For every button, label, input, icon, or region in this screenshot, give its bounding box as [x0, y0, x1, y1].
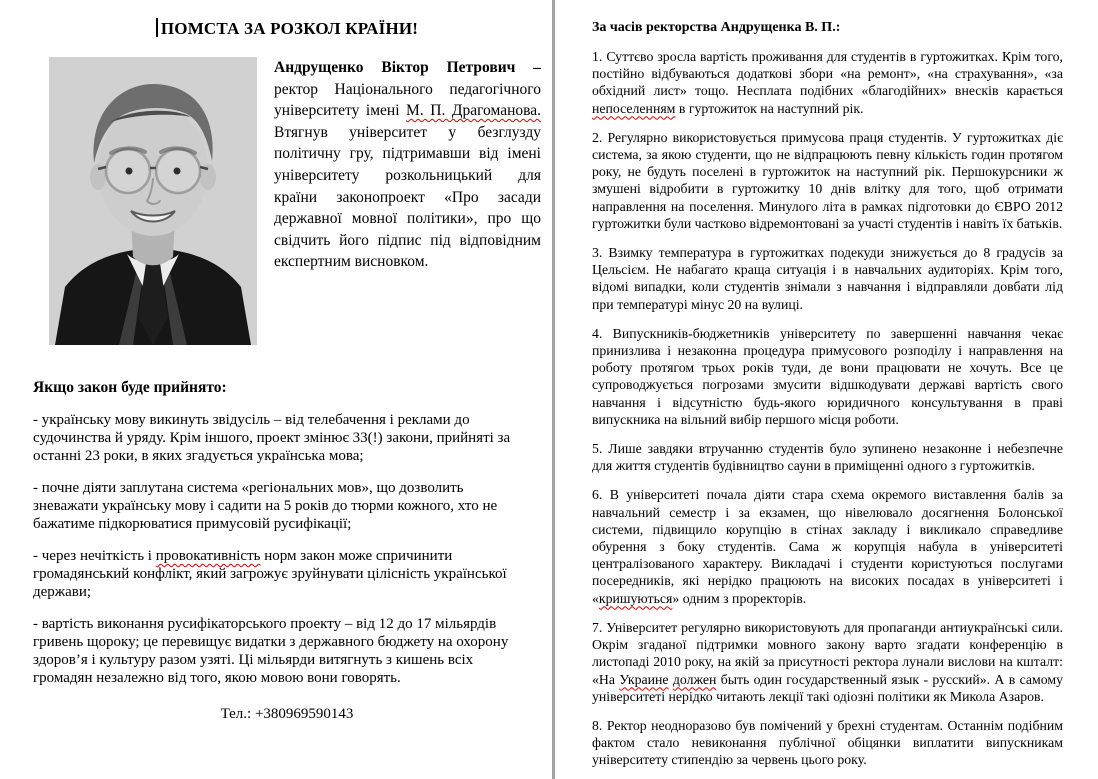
right-column[interactable] [592, 0, 1063, 769]
text-segment: Андрущенко Віктор Петрович – [274, 59, 541, 76]
misspelled-text: М. П. Драгоманова. [406, 102, 541, 120]
rector-photo[interactable] [49, 57, 257, 345]
numbered-paragraph-2[interactable] [592, 129, 1063, 232]
misspelled-text: непоселенням [592, 100, 676, 116]
column-divider [552, 0, 555, 779]
text-segment: » одним з проректорів. [672, 590, 807, 606]
left-column[interactable] [33, 0, 541, 723]
text-segment: - українську мову викинуть звідусіль – від телебачення і реклами до судочинства й уряду. Крім іншого, проект змінює 33(!) закони, прийняті за останні 23 роки, в яких згадується українська мова; [33, 412, 511, 464]
text-segment: 7. Університет регулярно використовують для пропаганди антиукраїнські сили. Окрім згаданої підтримки мовного закону варто згадати конференцію в листопаді 2010 року, на якій за присутності ректора лунали вислови на кшталт: «На [592, 619, 1063, 687]
phone-number[interactable]: Тел.: +380969590143 [220, 706, 354, 722]
text-segment: ректор Національного педагогічного університету імені [274, 80, 541, 120]
text-segment: 2. Регулярно використовується примусова праця студентів. У гуртожитках діє система, за якою студенти, що не відпрацюють певну кількість годин протягом року, не будуть поселені в гуртожиток на наступний рік. Першокурсники ж змушені відробити в гуртожитку 10 днів влітку для того, щоб отримати направлення на поселення. Минулого літа в рамках підготовки до ЄВРО 2012 гуртожитки були частково відремонтовані за участі студентів і навіть їх батьків. [592, 129, 1063, 231]
bullet-paragraph-4[interactable] [33, 615, 515, 687]
numbered-paragraph-7[interactable] [592, 619, 1063, 705]
bullet-paragraph-2[interactable] [33, 479, 515, 533]
text-segment: быть один государственный язык - русский». А в самому університеті нерідко читають лекції такі одіозні політики як Микола Азаров. [592, 671, 1064, 704]
text-segment: 6. В університеті почала діяти стара схема окремого виставлення балів за навчальний семестр і за екзамен, що нівелювало досягнення Болонської системи, підвищило корупцію в стінах закладу і викликало справедливе обурення з боку студентів. Сама ж корупція набула в університеті централізованого характеру. Викладачі і студенти користуються послугами посередників, які нерідко працюють на високих посадах в університеті і « [592, 487, 1063, 606]
text-segment: 1. Суттєво зросла вартість проживання для студентів в гуртожитках. Крім того, постійно відбуваються додаткові збори «на ремонт», «на страхування», «за обхідний лист» тощо. Несплата подібних «благодійних» внесків карається [592, 49, 1063, 99]
intro-block[interactable] [33, 57, 541, 273]
text-segment: Втягнув університет у безглузду політичну гру, підтримавши від імені університету розкольницький для країни законопроект «Про засади державної мовної політики», про що свідчить його підпис під відповідним експертним висновком. [274, 123, 541, 271]
page-title[interactable] [33, 18, 541, 40]
text-segment: 3. Взимку температура в гуртожитках подекуди знижується до 8 градусів за Цельсієм. Не набагато краща ситуація і в навчальних аудиторіях. Крім того, відомі випадки, коли студентів знімали з навчання і відправляли довбати лід при температурі мінус 20 на вулиці. [592, 245, 1063, 312]
right-column-heading[interactable]: За часів ректорства Андрущенка В. П.: [592, 20, 841, 35]
misspelled-text: должен [672, 671, 717, 687]
text-segment: 5. Лише завдяки втручанню студентів було зупинено незаконне і небезпечне для життя студентів будівництво сауни в приміщенні одного з гуртожитків. [592, 441, 1063, 474]
numbered-paragraph-1[interactable] [592, 48, 1063, 117]
misspelled-text: кришуються [598, 590, 673, 606]
text-segment: норм закон може спричинити громадянський конфлікт, який загрожує зруйнувати цілісність української держави; [33, 548, 507, 600]
text-segment: - через нечіткість і [33, 548, 156, 564]
misspelled-text: провокативність [155, 548, 261, 564]
text-cursor [156, 18, 158, 37]
bullet-paragraph-1[interactable] [33, 411, 515, 465]
numbered-paragraph-4[interactable] [592, 325, 1063, 428]
bullet-paragraph-3[interactable] [33, 547, 515, 601]
rector-photo-graphic [49, 57, 257, 345]
numbered-paragraph-3[interactable] [592, 244, 1063, 313]
left-section-heading[interactable]: Якщо закон буде прийнято: [33, 379, 227, 396]
text-segment: - почне діяти заплутана система «регіональних мов», що дозволить зневажати українську мову і садити на 5 років до тюрми кожного, хто не бажатиме підкорюватися примусовій русифікації; [33, 480, 498, 532]
misspelled-text: Украине [619, 671, 669, 687]
page-title-text: ПОМСТА ЗА РОЗКОЛ КРАЇНИ! [160, 19, 419, 38]
text-segment: 8. Ректор неодноразово був помічений у брехні студентам. Останнім подібним фактом стало невиконання публічної обіцянки виплатити випускникам університету стипендію за червень цього року. [592, 717, 1063, 768]
text-segment: в гуртожиток на наступний рік. [675, 100, 864, 116]
text-segment: - вартість виконання русифікаторського проекту – від 12 до 17 мільярдів гривень щороку; це перевищує видатки з державного бюджету на охорону здоров’я і культуру разом узяті. Ці мільярди витягнуть з кишень всіх громадян незалежно від того, якою мовою вони говорять. [33, 616, 509, 686]
numbered-paragraph-5[interactable] [592, 440, 1063, 474]
numbered-paragraph-8[interactable] [592, 717, 1063, 769]
numbered-paragraph-6[interactable] [592, 486, 1063, 606]
text-segment: 4. Випускників-бюджетників університету по завершенні навчання чекає принизлива і незаконна процедура примусового розподілу і направлення на роботу протягом трьох років туди, де вони працювати не хочуть. Все це супроводжується погрозами змусити відшкодувати державі вартість свого навчання і відсутністю будь-якого юридичного консультування в праві випускника на вільний вибір першого місця роботи. [592, 325, 1063, 427]
